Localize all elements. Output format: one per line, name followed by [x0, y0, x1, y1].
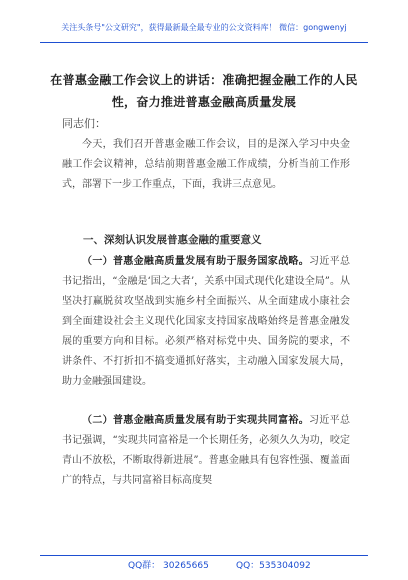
header-banner: 关注头条号"公文研究"，获得最新最全最专业的公文资料库！ 微信：gongwenyj [61, 23, 347, 32]
header-divider [40, 42, 368, 43]
footer-qq-number: QQ：535304092 [236, 561, 311, 571]
salutation: 同志们： [62, 117, 106, 130]
section-heading-1: 一、深刻认识发展普惠金融的重要意义 [83, 234, 262, 246]
subsection-lead-2: （二）普惠金融高质量发展有助于实现共同富裕。 [82, 415, 310, 426]
subsection-body-1: 习近平总书记指出，“金融是‘国之大者’，关系中国式现代化建设全局”。从坚决打赢脱贫攻坚战到实施乡村全面振兴、从全面建成小康社会到全面建设社会主义现代化国家支持国家战略始终是普惠金融发展的重要方向和目标。必须严格对标党中央、国务院的要求，不讲条件、不打折扣不搞变通抓好落实，主动融入国家发展大局，助力金融强国建设。 [62, 256, 351, 387]
footer-divider [40, 555, 368, 556]
intro-paragraph: 今天，我们召开普惠金融工作会议，目的是深入学习中央金融工作会议精神，总结前期普惠金融工作成绩，分析当前工作形式，部署下一步工作重点，下面，我讲三点意见。 [62, 139, 350, 190]
subsection-lead-1: （一）普惠金融高质量发展有助于服务国家战略。 [82, 256, 310, 267]
document-title: 在普惠金融工作会议上的讲话：准确把握金融工作的人民性，奋力推进普惠金融高质量发展 [50, 73, 358, 109]
subsection-body-2: 习近平总书记强调，“实现共同富裕是一个长期任务，必须久久为功，咬定青山不放松，不断取得新进展”。普惠金融具有包容性强、覆盖面广的特点，与共同富裕目标高度契 [62, 415, 351, 486]
subsection-paragraph-1 [62, 252, 350, 392]
footer-qq-group: QQ群： 30265665 [128, 561, 209, 571]
subsection-paragraph-2 [62, 411, 350, 491]
footer [40, 558, 368, 574]
